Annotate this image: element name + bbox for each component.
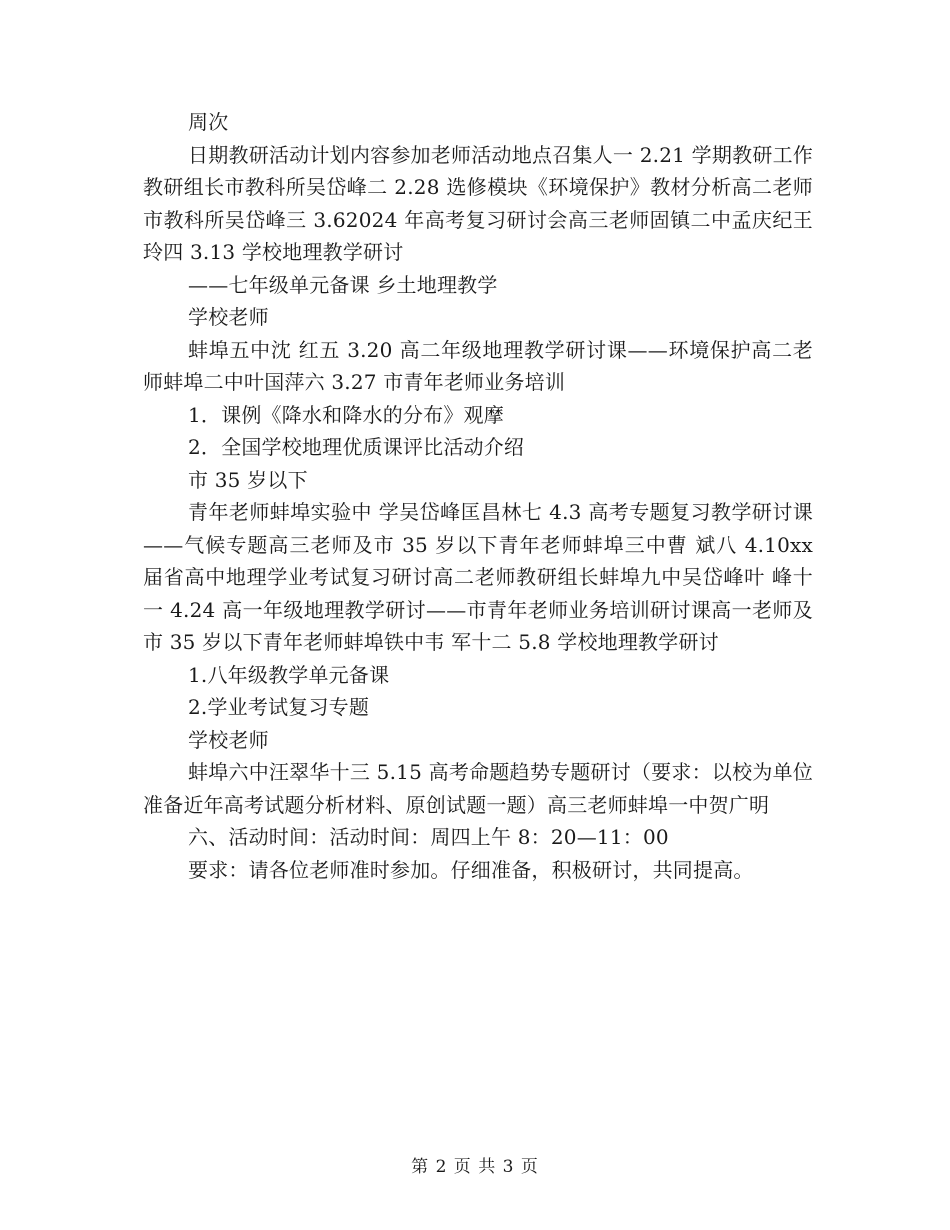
paragraph-item-grade8: 1.八年级教学单元备课 [188,662,390,687]
document-body [143,106,813,886]
paragraph-item-2: 2．全国学校地理优质课评比活动介绍 [188,435,525,459]
paragraph-schedule-4: 蚌埠六中汪翠华十三 5.15 高考命题趋势专题研讨（要求：以校为单位准备近年高考试题分析材料、原创试题一题）高三老师蚌埠一中贺广明 [143,760,813,817]
page-number-footer: 第 2 页 共 3 页 [411,1157,539,1177]
paragraph-activity-time: 六、活动时间：活动时间：周四上午 8：20—11：00 [188,825,669,849]
paragraph-schedule-1: 日期教研活动计划内容参加老师活动地点召集人一 2.21 学期教研工作教研组长市教科所吴岱峰二 2.28 选修模块《环境保护》教材分析高二老师市教科所吴岱峰三 3.62024 年高考复习研讨会高三老师固镇二中孟庆纪王 玲四 3.13 学校地理教学研讨 [143,142,813,264]
paragraph-item-exam-review: 2.学业考试复习专题 [188,695,370,719]
paragraph-school-teachers-2: 学校老师 [188,727,269,752]
paragraph-grade7-prep: ——七年级单元备课 乡土地理教学 [188,272,498,297]
paragraph-schedule-2: 蚌埠五中沈 红五 3.20 高二年级地理教学研讨课——环境保护高二老师蚌埠二中叶国萍六 3.27 市青年老师业务培训 [143,337,813,394]
paragraph-week-header: 周次 [188,110,229,134]
paragraph-item-1: 1．课例《降水和降水的分布》观摩 [188,402,504,427]
paragraph-under-35: 市 35 岁以下 [188,467,308,492]
paragraph-requirements: 要求：请各位老师准时参加。仔细准备，积极研讨，共同提高。 [188,857,754,882]
paragraph-school-teachers-1: 学校老师 [188,305,269,329]
paragraph-schedule-3: 青年老师蚌埠实验中 学吴岱峰匡昌林七 4.3 高考专题复习教学研讨课——气候专题高三老师及市 35 岁以下青年老师蚌埠三中曹 斌八 4.10xx 届省高中地理学业考试复习研讨高二老师教研组长蚌埠九中吴岱峰叶 峰十一 4.24 高一年级地理教学研讨——市青年老师业务培训研讨课高一老师及市 35 岁以下青年老师蚌埠铁中韦 军十二 5.8 学校地理教学研讨 [143,500,813,654]
